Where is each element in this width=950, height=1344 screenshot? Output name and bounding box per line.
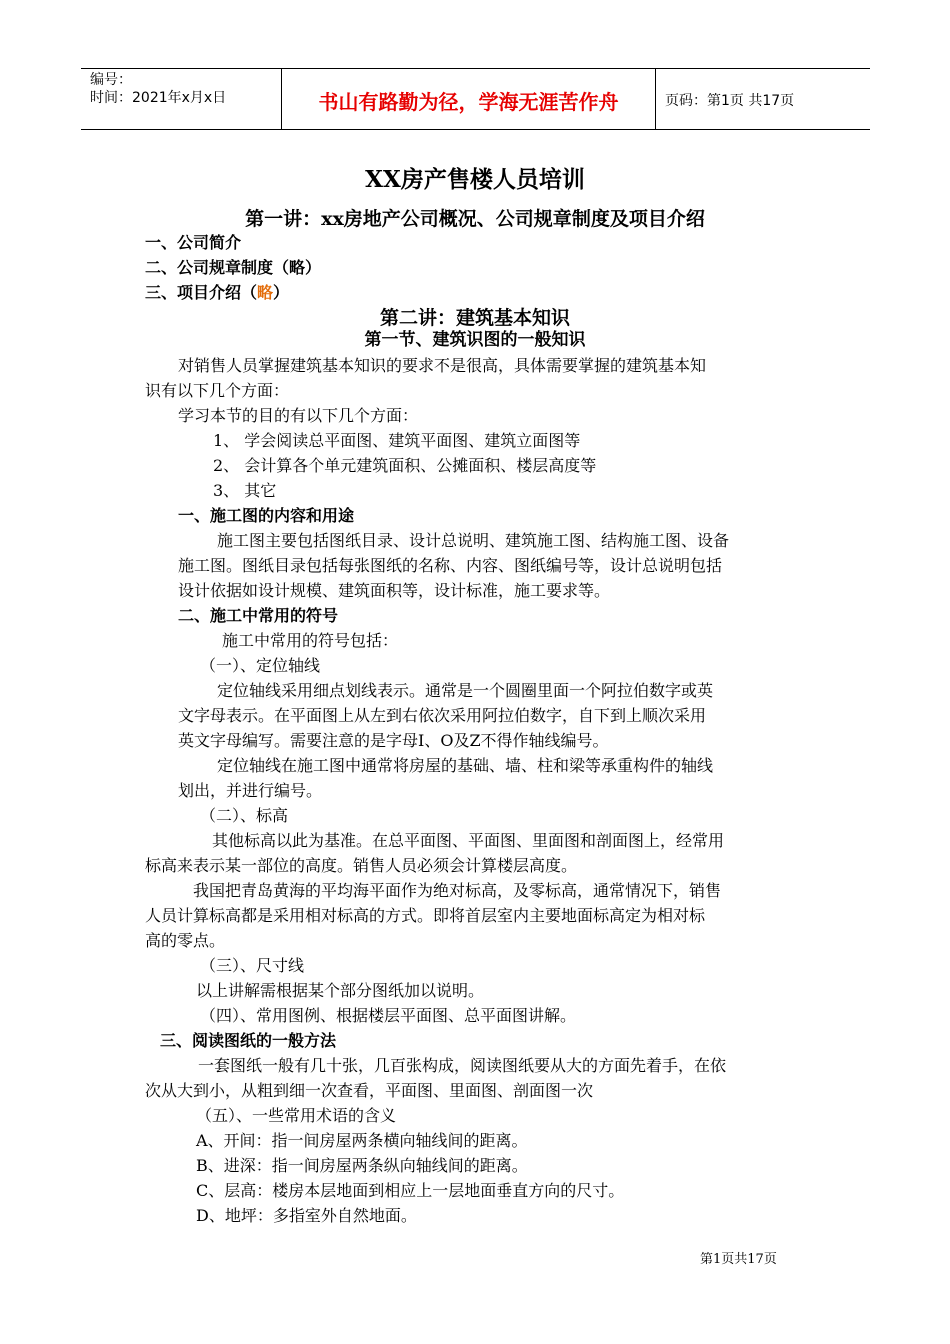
l1-item-2: 二、公司规章制度（略）: [145, 258, 322, 277]
body-line: 次从大到小，从粗到细一次查看，平面图、里面图、剖面图一次: [145, 1081, 594, 1100]
body-line: 施工图主要包括图纸目录、设计总说明、建筑施工图、结构施工图、设备: [217, 531, 730, 550]
body-line: 文字母表示。在平面图上从左到右依次采用阿拉伯数字，自下到上顺次采用: [178, 706, 707, 725]
subsection-heading: （一）、定位轴线: [200, 656, 321, 675]
subsection-heading: （五）、一些常用术语的含义: [196, 1106, 397, 1125]
body-line: 定位轴线采用细点划线表示。通常是一个圆圈里面一个阿拉伯数字或英: [217, 681, 714, 700]
header-motto-cell: [281, 69, 656, 129]
l1-item-1: 一、公司简介: [145, 233, 242, 252]
body-line: 标高来表示某一部位的高度。销售人员必须会计算楼层高度。: [145, 856, 578, 875]
code-label: 编号：: [90, 72, 132, 88]
body-line: 识有以下几个方面：: [145, 381, 290, 400]
body-line: 英文字母编写。需要注意的是字母I、O及Z不得作轴线编号。: [178, 731, 609, 750]
body-line: 其他标高以此为基准。在总平面图、平面图、里面图和剖面图上，经常用: [212, 831, 725, 850]
subsection-heading: （三）、尺寸线: [200, 956, 305, 975]
date-label: 时间：2021年x月x日: [90, 90, 227, 106]
header-page-cell: [655, 69, 870, 129]
term-definition: D、地坪：多指室外自然地面。: [196, 1206, 417, 1225]
list-item: 1、 学会阅读总平面图、建筑平面图、建筑立面图等: [213, 431, 581, 450]
body-line: 高的零点。: [145, 931, 226, 950]
term-definition: C、层高：楼房本层地面到相应上一层地面垂直方向的尺寸。: [196, 1181, 625, 1200]
body-line: 人员计算标高都是采用相对标高的方式。即将首层室内主要地面标高定为相对标: [145, 906, 706, 925]
l1-item-3: [145, 283, 289, 303]
l1-item-3-suffix: ）: [273, 283, 290, 302]
section-heading: 二、施工中常用的符号: [178, 606, 339, 625]
header-table: [81, 68, 870, 130]
body-line: 学习本节的目的有以下几个方面：: [178, 406, 419, 425]
motto: 书山有路勤为径，学海无涯苦作舟: [318, 90, 619, 114]
header-page-number: 页码：第1页 共17页: [665, 93, 795, 109]
body-line: 施工中常用的符号包括：: [222, 631, 399, 650]
body-line: 定位轴线在施工图中通常将房屋的基础、墙、柱和梁等承重构件的轴线: [217, 756, 714, 775]
l1-item-3-prefix: 三、项目介绍（: [145, 283, 258, 302]
section-heading: 一、施工图的内容和用途: [178, 506, 355, 525]
list-item: 3、 其它: [213, 481, 277, 500]
section-1-heading: 第一节、建筑识图的一般知识: [364, 330, 586, 350]
subsection-heading: （四）、常用图例、根据楼层平面图、总平面图讲解。: [200, 1006, 577, 1025]
body-line: 以上讲解需根据某个部分图纸加以说明。: [196, 981, 485, 1000]
lecture-1-heading: 第一讲：xx房地产公司概况、公司规章制度及项目介绍: [245, 208, 705, 230]
body-line: 划出，并进行编号。: [178, 781, 323, 800]
body-line: 一套图纸一般有几十张，几百张构成，阅读图纸要从大的方面先着手，在依: [198, 1056, 727, 1075]
list-item: 2、 会计算各个单元建筑面积、公摊面积、楼层高度等: [213, 456, 597, 475]
l1-item-3-highlight: 略: [257, 283, 274, 302]
lecture-2-heading: 第二讲：建筑基本知识: [379, 307, 570, 329]
body-line: 设计依据如设计规模、建筑面积等，设计标准，施工要求等。: [178, 581, 611, 600]
body-line: 对销售人员掌握建筑基本知识的要求不是很高，具体需要掌握的建筑基本知: [178, 356, 707, 375]
document-title: XX房产售楼人员培训: [365, 166, 585, 193]
header-meta-cell: [81, 69, 281, 129]
footer-page-number: 第1页共17页: [700, 1252, 777, 1267]
term-definition: B、进深：指一间房屋两条纵向轴线间的距离。: [196, 1156, 528, 1175]
term-definition: A、开间：指一间房屋两条横向轴线间的距离。: [196, 1131, 528, 1150]
body-line: 施工图。图纸目录包括每张图纸的名称、内容、图纸编号等，设计总说明包括: [178, 556, 723, 575]
section-heading: 三、阅读图纸的一般方法: [160, 1031, 337, 1050]
subsection-heading: （二）、标高: [200, 806, 289, 825]
body-line: 我国把青岛黄海的平均海平面作为绝对标高，及零标高，通常情况下，销售: [193, 881, 722, 900]
